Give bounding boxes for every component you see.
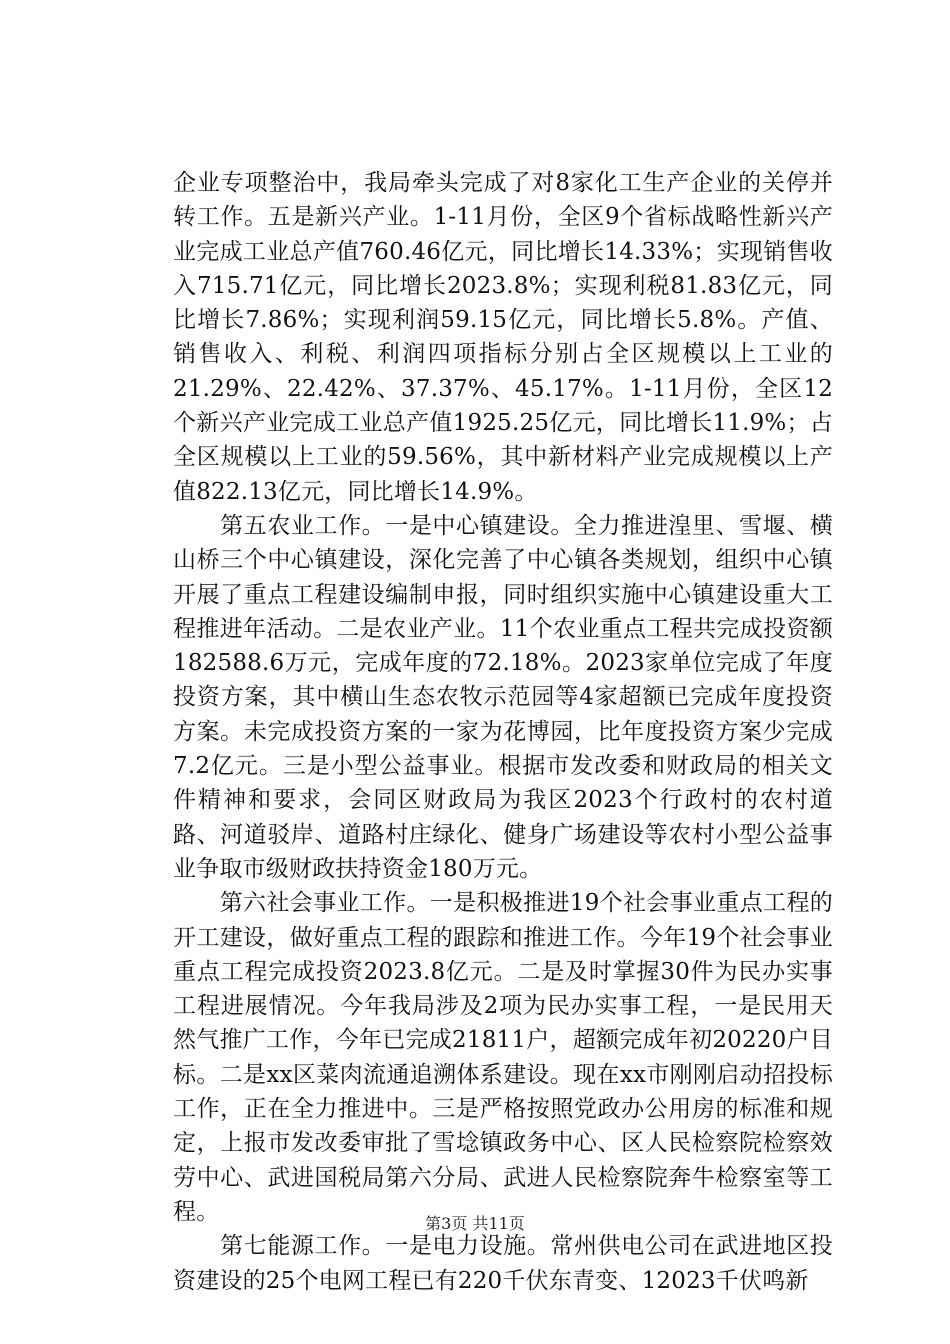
page-footer: 第3页 共11页 xyxy=(425,1214,525,1233)
paragraph-industry: 企业专项整治中，我局牵头完成了对8家化工生产企业的关停并转工作。五是新兴产业。1-11月份，全区9个省标战略性新兴产业完成工业总产值760.46亿元，同比增长14.33%；实现销售收入715.71亿元，同比增长2023.8%；实现利税81.83亿元，同比增长7.86%；实现利润59.15亿元，同比增长5.8%。产值、销售收入、利税、利润四项指标分别占全区规模以上工业的21.29%、22.42%、37.37%、45.17%。1-11月份，全区12个新兴产业完成工业总产值1925.25亿元，同比增长11.9%；占全区规模以上工业的59.56%，其中新材料产业完成规模以上产值822.13亿元，同比增长14.9%。 xyxy=(173,170,833,505)
paragraph-social-affairs: 第六社会事业工作。一是积极推进19个社会事业重点工程的开工建设，做好重点工程的跟踪和推进工作。今年19个社会事业重点工程完成投资2023.8亿元。二是及时掌握30件为民办实事工程进展情况。今年我局涉及2项为民办实事工程，一是民用天然气推广工作，今年已完成21811户，超额完成年初20220户目标。二是xx区菜肉流通追溯体系建设。现在xx市刚刚启动招投标工作，正在全力推进中。三是严格按照党政办公用房的标准和规定，上报市发改委审批了雪埝镇政务中心、区人民检察院检察效劳中心、武进国税局第六分局、武进人民检察院奔牛检察室等工程。 xyxy=(173,890,833,1225)
paragraph-agriculture: 第五农业工作。一是中心镇建设。全力推进湟里、雪堰、横山桥三个中心镇建设，深化完善了中心镇各类规划，组织中心镇开展了重点工程建设编制申报，同时组织实施中心镇建设重大工程推进年活动。二是农业产业。11个农业重点工程共完成投资额182588.6万元，完成年度的72.18%。2023家单位完成了年度投资方案，其中横山生态农牧示范园等4家超额已完成年度投资方案。未完成投资方案的一家为花博园，比年度投资方案少完成7.2亿元。三是小型公益事业。根据市发改委和财政局的相关文件精神和要求，会同区财政局为我区2023个行政村的农村道路、河道驳岸、道路村庄绿化、健身广场建设等农村小型公益事业争取市级财政扶持资金180万元。 xyxy=(173,512,833,882)
document-body xyxy=(173,166,833,1298)
paragraph-energy: 第七能源工作。一是电力设施。常州供电公司在武进地区投资建设的25个电网工程已有220千伏东青变、12023千伏鸣新 xyxy=(173,1233,833,1294)
